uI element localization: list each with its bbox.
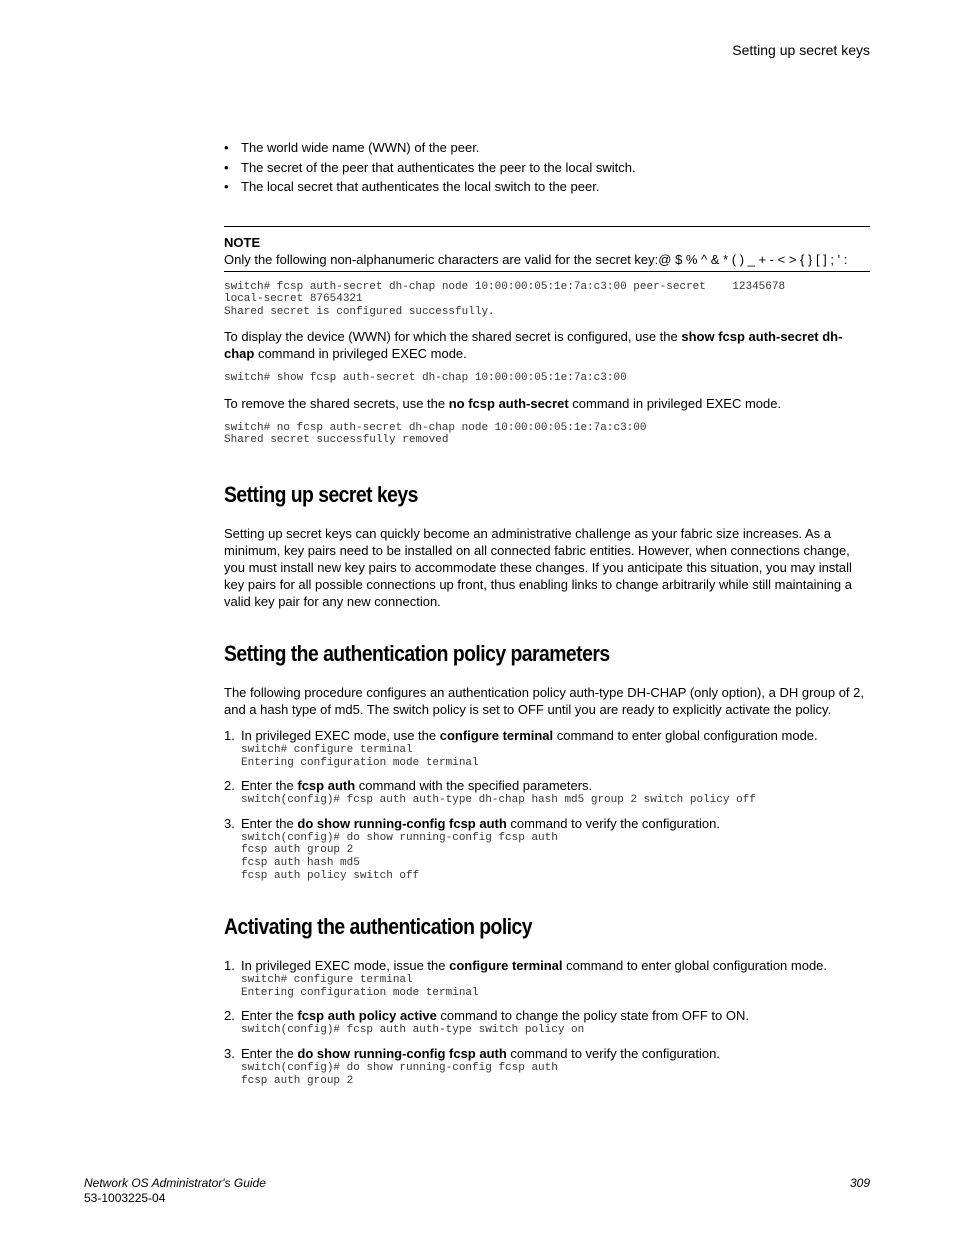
code-block: switch# show fcsp auth-secret dh-chap 10:00:00:05:1e:7a:c3:00 [224, 372, 627, 385]
bullet-icon: • [224, 159, 229, 175]
page-number: 309 [849, 1176, 870, 1190]
intro-bullet-list [224, 138, 870, 197]
bullet-icon: • [224, 140, 229, 155]
note-text: Only the following non-alphanumeric characters are valid for the secret key:@ $ % ^ & * ( ) _ + - < > { } [ ] ; ' : [224, 251, 848, 267]
footer-title: Network OS Administrator's Guide [84, 1176, 266, 1190]
code-block: switch# configure terminal Entering configuration mode terminal [241, 974, 479, 999]
section-heading: Activating the authentication policy [224, 914, 532, 940]
bullet-icon: • [224, 179, 229, 194]
code-block: switch(config)# fcsp auth auth-type switch policy on [241, 1024, 585, 1037]
paragraph: The following procedure configures an authentication policy auth-type DH-CHAP (only option), a DH group of 2, and a hash type of md5. The switch policy is set to OFF until you are ready to explicitly activate the policy. [224, 685, 864, 718]
note-title: NOTE [224, 234, 261, 250]
code-block: switch# no fcsp auth-secret dh-chap node 10:00:00:05:1e:7a:c3:00 Shared secret successfully removed [224, 421, 647, 447]
note-box [224, 226, 870, 272]
step-item: 3. Enter the do show running-config fcsp auth command to verify the configuration. switch(config)# do show running-config fcsp auth fcsp auth group 2 fcsp auth hash md5 fcsp auth policy switch off [224, 815, 870, 882]
code-block: switch# fcsp auth-secret dh-chap node 10:00:00:05:1e:7a:c3:00 peer-secret 12345678 local-secret 87654321 Shared secret is configured successfully. [224, 280, 786, 318]
section-heading: Setting the authentication policy parameters [224, 641, 610, 667]
running-header: Setting up secret keys [732, 42, 870, 58]
paragraph: Setting up secret keys can quickly become an administrative challenge as your fabric size increases. As a minimum, key pairs need to be installed on all connected fabric entities. However, when connections change, you must install new key pairs to accommodate these changes. If you anticipate this situation, you may install key pairs for all possible connections up front, thus enabling links to change arbitrarily while still maintaining a valid key pair for any new connection. [224, 526, 852, 610]
step-item: 1. In privileged EXEC mode, use the configure terminal command to enter global configuration mode. switch# configure terminal Entering configuration mode terminal [224, 727, 870, 769]
procedure-steps [224, 727, 870, 882]
list-item: • The local secret that authenticates the local switch to the peer. [224, 177, 870, 197]
code-block: switch(config)# fcsp auth auth-type dh-chap hash md5 group 2 switch policy off [241, 794, 756, 807]
footer-doc-info [84, 1176, 266, 1206]
list-item: • The world wide name (WWN) of the peer. [224, 138, 870, 158]
footer-doc-number: 53-1003225-04 [84, 1191, 166, 1205]
step-item: 3. Enter the do show running-config fcsp auth command to verify the configuration. switch(config)# do show running-config fcsp auth fcsp auth group 2 [224, 1045, 870, 1087]
step-item: 2. Enter the fcsp auth command with the specified parameters. switch(config)# fcsp auth auth-type dh-chap hash md5 group 2 switch policy off [224, 777, 870, 807]
page-content [224, 138, 870, 1087]
paragraph: To remove the shared secrets, use the no fcsp auth-secret command in privileged EXEC mode. [224, 395, 782, 411]
section-heading: Setting up secret keys [224, 482, 418, 508]
code-block: switch(config)# do show running-config fcsp auth fcsp auth group 2 [241, 1062, 558, 1087]
paragraph: To display the device (WWN) for which the shared secret is configured, use the show fcsp auth-secret dh-chap command in privileged EXEC mode. [224, 329, 843, 362]
procedure-steps [224, 957, 870, 1087]
code-block: switch(config)# do show running-config fcsp auth fcsp auth group 2 fcsp auth hash md5 fcsp auth policy switch off [241, 831, 558, 882]
step-item: 2. Enter the fcsp auth policy active command to change the policy state from OFF to ON. switch(config)# fcsp auth auth-type switch policy on [224, 1007, 870, 1037]
code-block: switch# configure terminal Entering configuration mode terminal [241, 744, 479, 769]
step-item: 1. In privileged EXEC mode, issue the configure terminal command to enter global configuration mode. switch# configure terminal Entering configuration mode terminal [224, 957, 870, 999]
list-item: • The secret of the peer that authenticates the peer to the local switch. [224, 158, 870, 178]
